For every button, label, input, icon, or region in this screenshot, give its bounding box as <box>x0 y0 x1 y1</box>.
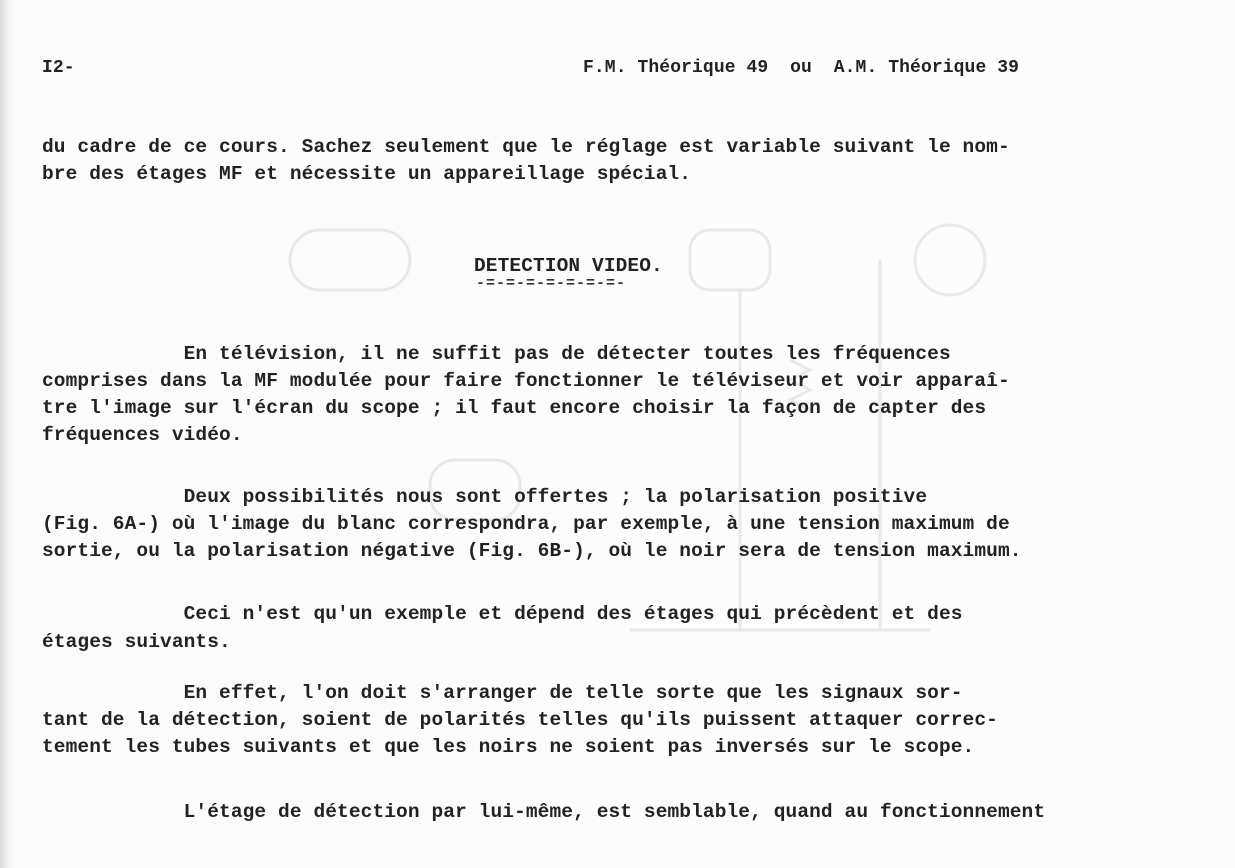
intro-line: du cadre de ce cours. Sachez seulement que le réglage est variable suivant le nom- <box>42 136 1010 158</box>
paragraph-line: L'étage de détection par lui-même, est semblable, quand au fonctionnement <box>42 801 1046 823</box>
page-number: I2- <box>42 58 75 78</box>
section-title: DETECTION VIDEO. <box>474 255 663 277</box>
intro-line: bre des étages MF et nécessite un appareillage spécial. <box>42 163 692 185</box>
paragraph-line: tement les tubes suivants et que les noirs ne soient pas inversés sur le scope. <box>42 736 975 758</box>
paragraph-line: sortie, ou la polarisation négative (Fig. 6B-), où le noir sera de tension maximum. <box>42 540 1022 562</box>
course-title: F.M. Théorique 49 ou A.M. Théorique 39 <box>583 58 1020 78</box>
paragraph-line: En télévision, il ne suffit pas de détecter toutes les fréquences <box>42 343 951 365</box>
paragraph-line: comprises dans la MF modulée pour faire fonctionner le téléviseur et voir apparaî- <box>42 370 1010 392</box>
paragraph-line: (Fig. 6A-) où l'image du blanc correspondra, par exemple, à une tension maximum de <box>42 513 1010 535</box>
paragraph-line: Ceci n'est qu'un exemple et dépend des étages qui précèdent et des <box>42 603 963 625</box>
paragraph-line: En effet, l'on doit s'arranger de telle sorte que les signaux sor- <box>42 682 963 704</box>
section-title-underline: -=-=-=-=-=-=-=- <box>476 275 627 292</box>
paragraph-line: Deux possibilités nous sont offertes ; la polarisation positive <box>42 486 928 508</box>
paragraph-line: tant de la détection, soient de polarités telles qu'ils puissent attaquer correc- <box>42 709 998 731</box>
paragraph-line: tre l'image sur l'écran du scope ; il faut encore choisir la façon de capter des <box>42 397 987 419</box>
paragraph-line: étages suivants. <box>42 631 231 653</box>
paragraph-line: fréquences vidéo. <box>42 424 243 446</box>
